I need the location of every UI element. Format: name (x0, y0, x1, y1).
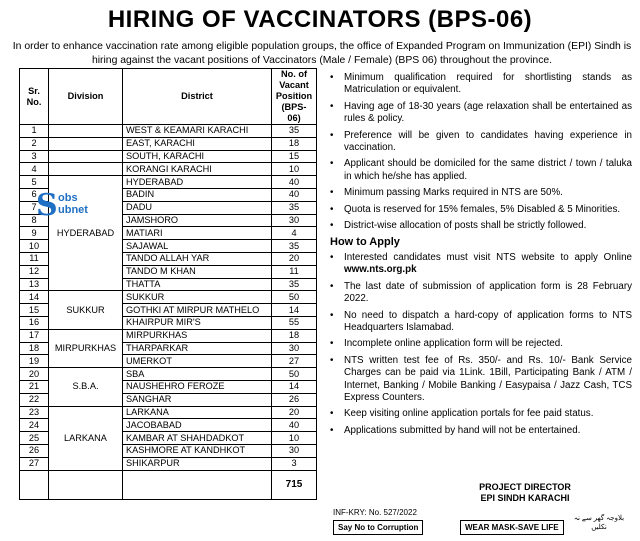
sr-cell: 18 (20, 342, 49, 355)
header-sr: Sr. No. (20, 69, 49, 125)
positions-cell: 30 (272, 342, 317, 355)
criteria-text: Minimum passing Marks required in NTS are 50%. (344, 187, 563, 199)
table-row (20, 150, 317, 163)
empty-cell (20, 470, 49, 499)
apply-text: The last date of submission of application form is 28 February 2022. (344, 280, 632, 305)
positions-cell: 50 (272, 291, 317, 304)
district-cell: KASHMORE AT KANDHKOT (123, 444, 272, 457)
sr-cell: 19 (20, 355, 49, 368)
criteria-text: District-wise allocation of posts shall be strictly followed. (344, 220, 587, 232)
list-item (328, 72, 632, 97)
page-title: HIRING OF VACCINATORS (BPS-06) (107, 6, 533, 33)
header-district: District (123, 69, 272, 125)
sr-cell: 24 (20, 419, 49, 432)
positions-cell: 35 (272, 278, 317, 291)
bullet-icon: • (330, 72, 334, 83)
sr-cell: 14 (20, 291, 49, 304)
urdu-slogan: بلاوجہ گھر سے نہ نکلیں (573, 515, 625, 531)
bullet-icon: • (330, 187, 334, 199)
district-cell: SANGHAR (123, 393, 272, 406)
district-cell: GOTHKI AT MIRPUR MATHELO (123, 304, 272, 317)
positions-cell: 14 (272, 380, 317, 393)
district-cell: EAST, KARACHI (123, 137, 272, 150)
list-item (328, 130, 632, 155)
positions-cell: 27 (272, 355, 317, 368)
sr-cell: 1 (20, 125, 49, 138)
positions-cell: 40 (272, 419, 317, 432)
positions-cell: 3 (272, 457, 317, 470)
sr-cell: 12 (20, 265, 49, 278)
district-cell: BADIN (123, 188, 272, 201)
district-cell: SBA (123, 368, 272, 381)
total-row (20, 470, 317, 499)
district-cell: TANDO M KHAN (123, 265, 272, 278)
criteria-text: Having age of 18-30 years (age relaxation shall be entertained as rules & policy. (344, 100, 632, 125)
bullet-icon: • (330, 338, 334, 350)
division-cell: MIRPURKHAS (49, 329, 123, 367)
criteria-list (328, 72, 632, 232)
table-row (20, 125, 317, 138)
sr-cell: 20 (20, 368, 49, 381)
bullet-icon: • (330, 309, 334, 321)
sr-cell: 5 (20, 176, 49, 189)
sr-cell: 2 (20, 137, 49, 150)
positions-cell: 50 (272, 368, 317, 381)
sr-cell: 9 (20, 227, 49, 240)
bullet-icon: • (330, 220, 334, 232)
sr-cell: 25 (20, 432, 49, 445)
empty-cell (49, 470, 123, 499)
district-cell: KHAIRPUR MIR'S (123, 316, 272, 329)
sr-cell: 17 (20, 329, 49, 342)
list-item (328, 425, 632, 437)
bullet-icon: • (330, 424, 334, 436)
sr-cell: 3 (20, 150, 49, 163)
positions-cell: 10 (272, 163, 317, 176)
division-cell: HYDERABAD (49, 176, 123, 291)
district-cell: KORANGI KARACHI (123, 163, 272, 176)
positions-cell: 14 (272, 304, 317, 317)
division-cell (49, 137, 123, 150)
sr-cell: 7 (20, 201, 49, 214)
bullet-icon: • (330, 354, 334, 366)
list-item (328, 310, 632, 335)
bullet-icon: • (330, 408, 334, 420)
positions-cell: 35 (272, 125, 317, 138)
table-row (20, 329, 317, 342)
district-cell: MIRPURKHAS (123, 329, 272, 342)
sr-cell: 8 (20, 214, 49, 227)
watermark-logo (36, 188, 126, 223)
list-item (328, 252, 632, 277)
table-row (20, 176, 317, 189)
apply-text: Applications submitted by hand will not be entertained. (344, 424, 581, 436)
district-cell: HYDERABAD (123, 176, 272, 189)
sr-cell: 26 (20, 444, 49, 457)
positions-cell: 20 (272, 252, 317, 265)
sr-cell: 4 (20, 163, 49, 176)
bullet-icon: • (330, 280, 334, 292)
district-cell: LARKANA (123, 406, 272, 419)
sr-cell: 27 (20, 457, 49, 470)
intro-paragraph: In order to enhance vaccination rate among eligible population groups, the office of Expanded Program on Immunization (EPI) Sindh is hiring against the vacant positions of Vaccinators (Male / Female) (BPS 06) throughout the province. (12, 41, 632, 66)
district-cell: JACOBABAD (123, 419, 272, 432)
district-cell: MATIARI (123, 227, 272, 240)
sr-cell: 16 (20, 316, 49, 329)
bullet-icon: • (330, 203, 334, 215)
sr-cell: 22 (20, 393, 49, 406)
district-cell: DADU (123, 201, 272, 214)
district-cell: SAJAWAL (123, 240, 272, 253)
header-positions: No. of Vacant Position (BPS-06) (272, 69, 317, 125)
district-cell: SUKKUR (123, 291, 272, 304)
sr-cell: 15 (20, 304, 49, 317)
total-positions: 715 (272, 470, 317, 499)
empty-cell (123, 470, 272, 499)
district-cell: JAMSHORO (123, 214, 272, 227)
list-item (328, 204, 632, 216)
district-cell: THATTA (123, 278, 272, 291)
division-cell: SUKKUR (49, 291, 123, 329)
requirements-panel (328, 72, 632, 441)
criteria-text: Preference will be given to candidates having experience in vaccination. (344, 129, 632, 154)
district-cell: THARPARKAR (123, 342, 272, 355)
bullet-icon: • (330, 158, 334, 170)
list-item (328, 101, 632, 126)
positions-cell: 26 (272, 393, 317, 406)
list-item (328, 220, 632, 232)
positions-cell: 18 (272, 137, 317, 150)
watermark-letter: S (36, 188, 58, 223)
division-cell (49, 125, 123, 138)
positions-cell: 40 (272, 188, 317, 201)
positions-cell: 11 (272, 265, 317, 278)
nts-link[interactable]: www.nts.org.pk (344, 264, 417, 276)
apply-text: No need to dispatch a hard-copy of application forms to NTS Headquarters Islamabad. (344, 309, 632, 333)
list-item (328, 187, 632, 199)
sr-cell: 11 (20, 252, 49, 265)
positions-cell: 35 (272, 240, 317, 253)
district-cell: SOUTH, KARACHI (123, 150, 272, 163)
district-cell: KAMBAR AT SHAHDADKOT (123, 432, 272, 445)
list-item (328, 158, 632, 183)
district-cell: TANDO ALLAH YAR (123, 252, 272, 265)
division-cell (49, 150, 123, 163)
table-row (20, 406, 317, 419)
inf-reference: INF-KRY: No. 527/2022 (333, 508, 417, 517)
sr-cell: 21 (20, 380, 49, 393)
criteria-text: Applicant should be domiciled for the same district / town / taluka in which he/she has applied. (344, 158, 632, 182)
criteria-text: Minimum qualification required for shortlisting stands as Matriculation or equivalent. (344, 72, 632, 96)
bullet-icon: • (330, 251, 334, 263)
positions-cell: 35 (272, 201, 317, 214)
sr-cell: 10 (20, 240, 49, 253)
sr-cell: 13 (20, 278, 49, 291)
bullet-icon: • (330, 129, 334, 141)
positions-cell: 15 (272, 150, 317, 163)
vacancy-table (19, 68, 317, 500)
district-cell: NAUSHEHRO FEROZE (123, 380, 272, 393)
positions-cell: 10 (272, 432, 317, 445)
division-cell: LARKANA (49, 406, 123, 470)
list-item (328, 338, 632, 350)
positions-cell: 40 (272, 176, 317, 189)
list-item (328, 281, 632, 306)
sr-cell: 6 (20, 188, 49, 201)
director-title: PROJECT DIRECTOR (479, 482, 571, 492)
positions-cell: 4 (272, 227, 317, 240)
criteria-text: Quota is reserved for 15% females, 5% Disabled & 5 Minorities. (344, 203, 621, 215)
apply-text: Incomplete online application form will be rejected. (344, 338, 563, 350)
list-item (328, 355, 632, 405)
office-name: EPI SINDH KARACHI (480, 493, 570, 503)
table-row (20, 368, 317, 381)
slogan-corruption: Say No to Corruption (333, 520, 423, 535)
positions-cell: 55 (272, 316, 317, 329)
district-cell: WEST & KEAMARI KARACHI (123, 125, 272, 138)
apply-text: Interested candidates must visit NTS website to apply Online (344, 251, 632, 263)
district-cell: UMERKOT (123, 355, 272, 368)
division-cell: S.B.A. (49, 368, 123, 406)
list-item (328, 408, 632, 420)
apply-text: Keep visiting online application portals for fee paid status. (344, 408, 594, 420)
table-row (20, 163, 317, 176)
watermark-line2: ubnet (58, 204, 88, 216)
apply-text: NTS written test fee of Rs. 350/- and Rs. 10/- Bank Service Charges can be paid via 1Link. 1Bill, Participating Bank / ATM / Internet, Banking / Mobile Banking / Easypaisa / Jazz Cash, TCS Express Counters. (344, 354, 632, 403)
table-row (20, 137, 317, 150)
positions-cell: 30 (272, 214, 317, 227)
bullet-icon: • (330, 100, 334, 112)
watermark-line1: obs (58, 192, 78, 204)
signature-block (440, 482, 610, 504)
positions-cell: 30 (272, 444, 317, 457)
apply-list (328, 252, 632, 437)
positions-cell: 18 (272, 329, 317, 342)
positions-cell: 20 (272, 406, 317, 419)
district-cell: SHIKARPUR (123, 457, 272, 470)
slogan-mask: WEAR MASK-SAVE LIFE (460, 520, 564, 535)
sr-cell: 23 (20, 406, 49, 419)
how-to-apply-heading: How to Apply (330, 236, 400, 249)
division-cell (49, 163, 123, 176)
table-row (20, 291, 317, 304)
header-division: Division (49, 69, 123, 125)
